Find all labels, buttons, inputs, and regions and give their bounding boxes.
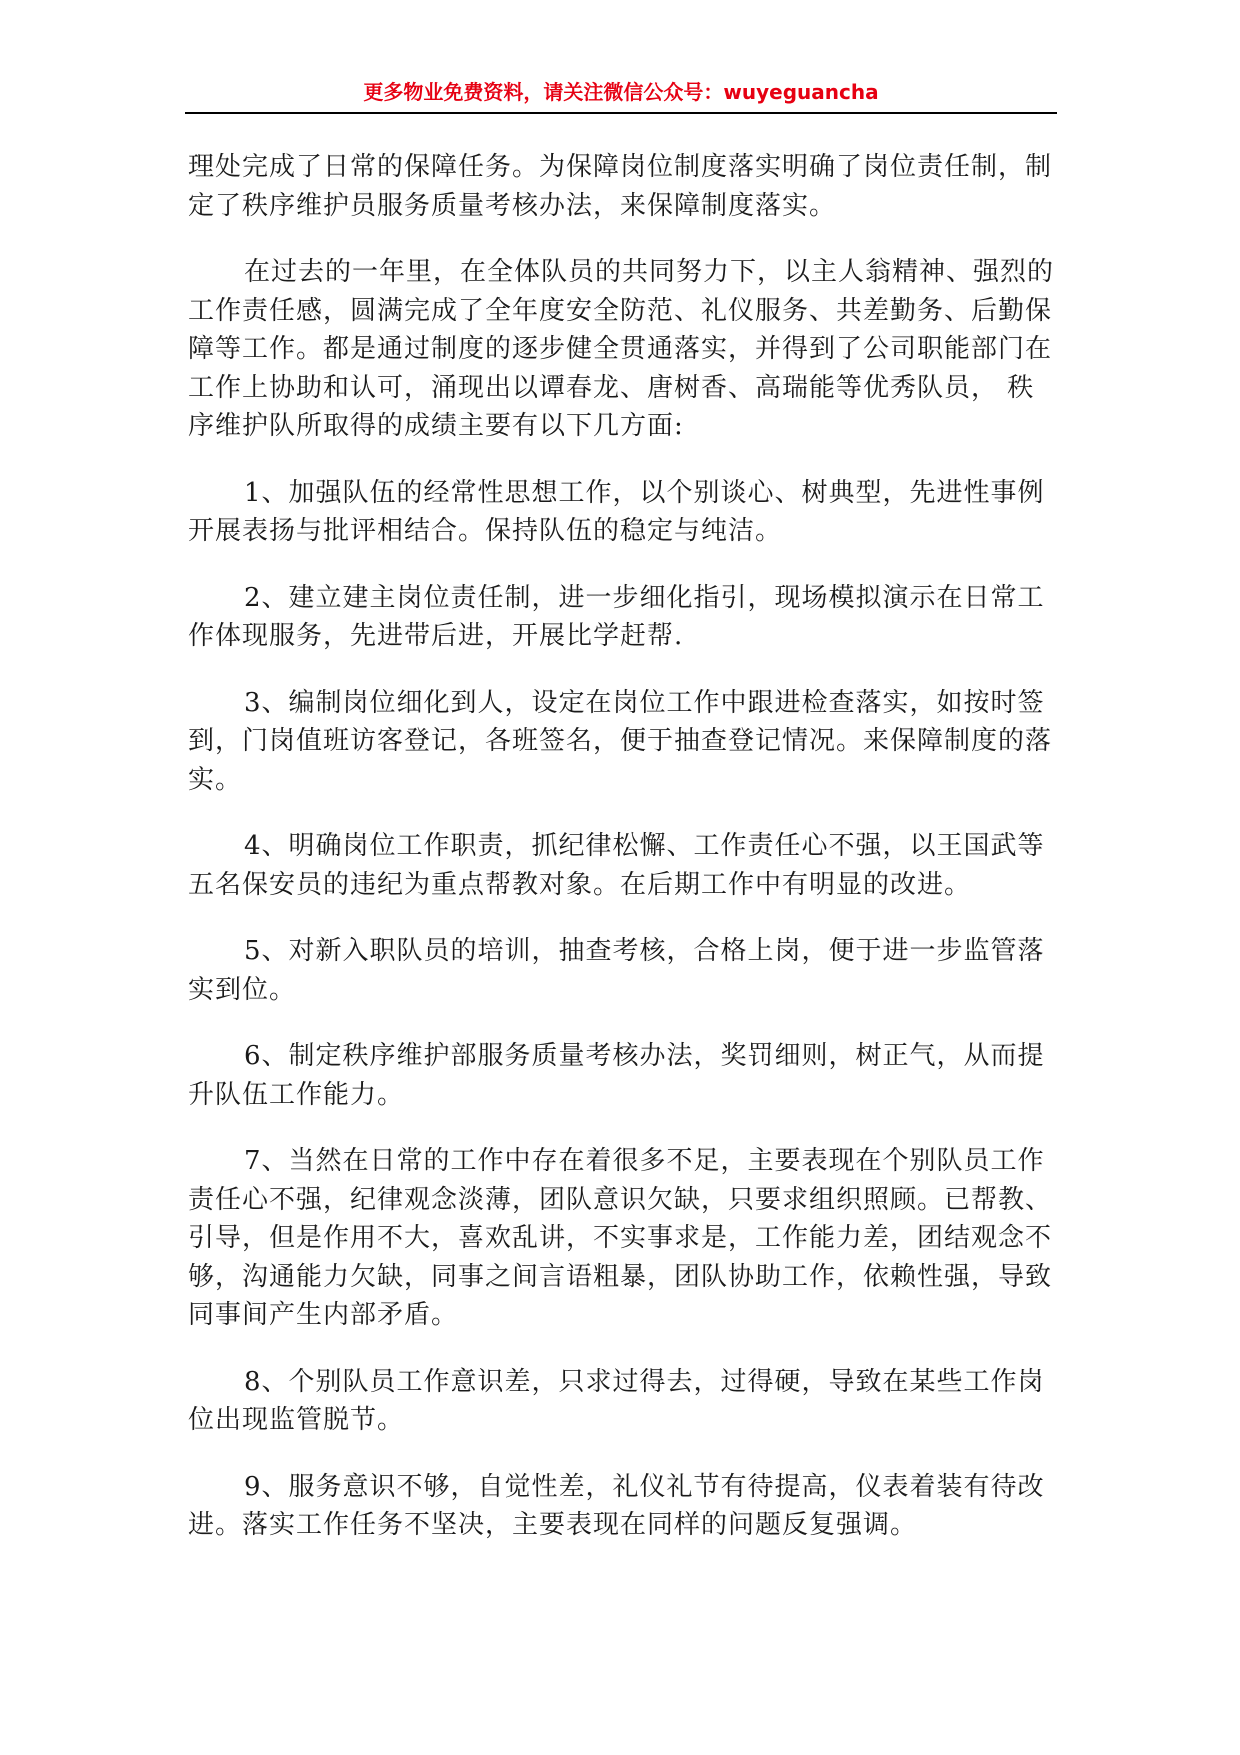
paragraph-continuation: 理处完成了日常的保障任务。为保障岗位制度落实明确了岗位责任制，制定了秩序维护员服务质量考核办法，来保障制度落实。 [188,152,1053,221]
header-divider [185,112,1057,114]
document-body [188,148,1060,1545]
list-item-3: 3、编制岗位细化到人，设定在岗位工作中跟进检查落实，如按时签到，门岗值班访客登记，各班签名，便于抽查登记情况。来保障制度的落实。 [188,687,1053,795]
list-item-8: 8、个别队员工作意识差，只求过得去，过得硬，导致在某些工作岗位出现监管脱节。 [188,1366,1045,1435]
list-item-6: 6、制定秩序维护部服务质量考核办法，奖罚细则，树正气，从而提升队伍工作能力。 [188,1041,1045,1110]
list-item-7: 7、当然在日常的工作中存在着很多不足，主要表现在个别队员工作责任心不强，纪律观念淡薄，团队意识欠缺，只要求组织照顾。已帮教、引导，但是作用不大，喜欢乱讲，不实事求是，工作能力差，团结观念不够，沟通能力欠缺，同事之间言语粗暴，团队协助工作，依赖性强，导致同事间产生内部矛盾。 [188,1146,1053,1330]
list-item-1: 1、加强队伍的经常性思想工作，以个别谈心、树典型，先进性事例开展表扬与批评相结合。保持队伍的稳定与纯洁。 [188,477,1045,546]
list-item-5: 5、对新入职队员的培训，抽查考核，合格上岗，便于进一步监管落实到位。 [188,936,1045,1005]
list-item-4: 4、明确岗位工作职责，抓纪律松懈、工作责任心不强，以王国武等五名保安员的违纪为重点帮教对象。在后期工作中有明显的改进。 [188,831,1045,900]
page-header-banner: 更多物业免费资料，请关注微信公众号：wuyeguancha [363,80,879,104]
list-item-2: 2、建立建主岗位责任制，进一步细化指引，现场模拟演示在日常工作体现服务，先进带后进，开展比学赶帮. [188,582,1045,651]
paragraph-summary: 在过去的一年里，在全体队员的共同努力下，以主人翁精神、强烈的工作责任感，圆满完成了全年度安全防范、礼仪服务、共差勤务、后勤保障等工作。都是通过制度的逐步健全贯通落实，并得到了公司职能部门在工作上协助和认可，涌现出以谭春龙、唐树香、高瑞能等优秀队员， 秩序维护队所取得的成绩主要有以下几方面: [188,257,1055,441]
list-item-9: 9、服务意识不够，自觉性差，礼仪礼节有待提高，仪表着装有待改进。落实工作任务不坚决，主要表现在同样的问题反复强调。 [188,1471,1045,1540]
